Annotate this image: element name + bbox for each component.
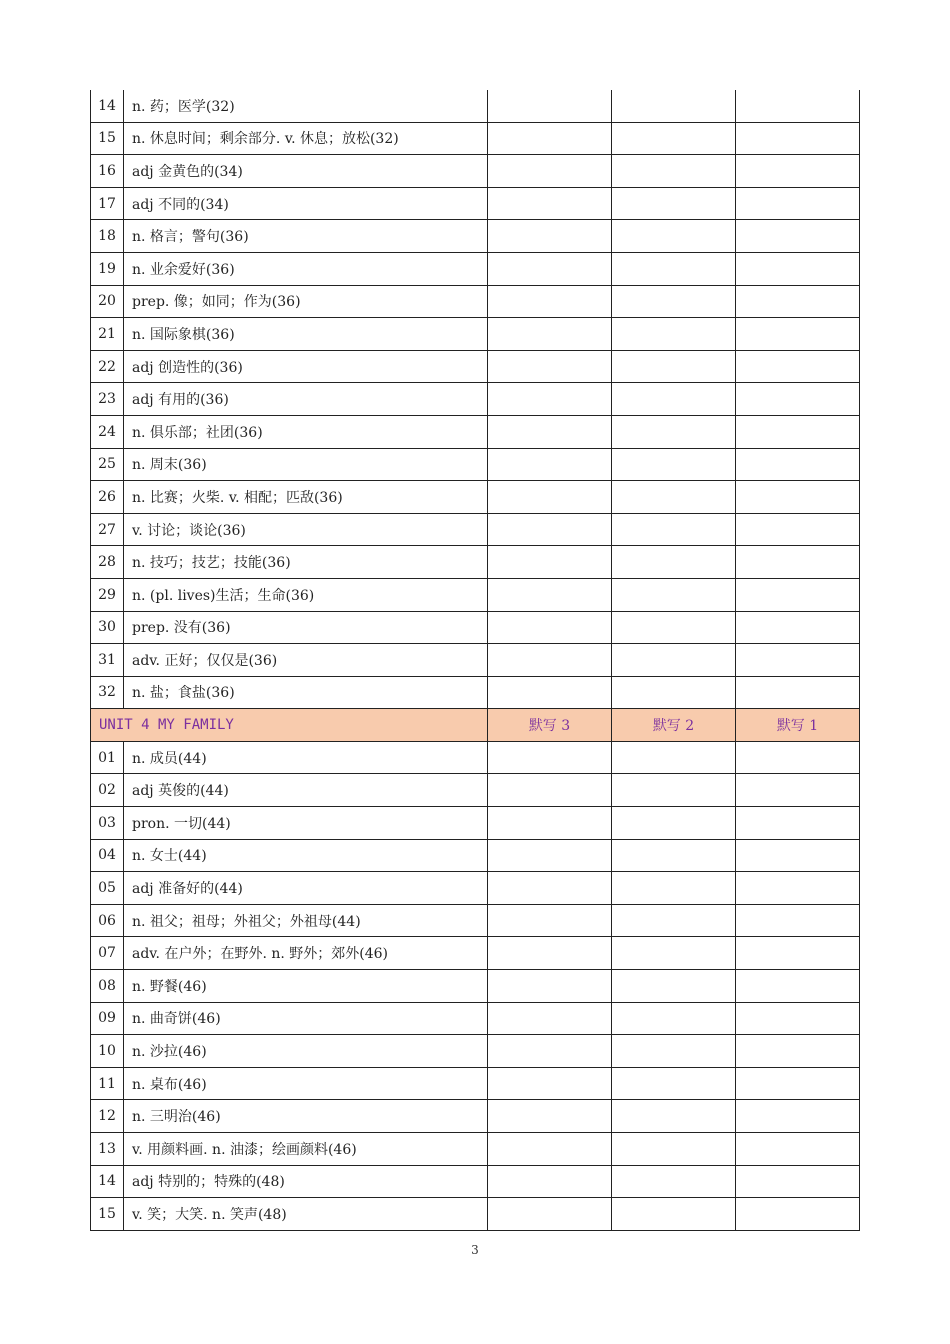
table-row [91,1035,860,1068]
vocabulary-definition: n. 女士(44) [124,839,488,872]
dictation-2-cell[interactable] [612,546,736,579]
table-row [91,155,860,188]
dictation-3-cell[interactable] [488,318,612,351]
dictation-3-cell[interactable] [488,448,612,481]
dictation-1-cell[interactable] [736,937,860,970]
dictation-2-cell[interactable] [612,350,736,383]
table-row [91,872,860,905]
row-number: 32 [91,676,124,709]
row-number: 30 [91,611,124,644]
table-row [91,285,860,318]
dictation-1-cell[interactable] [736,122,860,155]
table-row [91,839,860,872]
dictation-2-cell[interactable] [612,318,736,351]
table-row [91,644,860,677]
vocabulary-definition: n. 祖父；祖母；外祖父；外祖母(44) [124,904,488,937]
row-number: 07 [91,937,124,970]
vocabulary-definition: adj 英俊的(44) [124,774,488,807]
dictation-1-cell[interactable] [736,383,860,416]
dictation-1-cell[interactable] [736,448,860,481]
vocabulary-definition: n. (pl. lives)生活；生命(36) [124,578,488,611]
dictation-2-cell[interactable] [612,1035,736,1068]
dictation-2-cell[interactable] [612,155,736,188]
table-row [91,970,860,1003]
table-row [91,1165,860,1198]
dictation-3-cell[interactable] [488,1198,612,1231]
row-number: 06 [91,904,124,937]
dictation-3-cell[interactable] [488,415,612,448]
row-number: 13 [91,1133,124,1166]
dictation-1-cell[interactable] [736,318,860,351]
vocabulary-definition: n. 野餐(46) [124,970,488,1003]
row-number: 09 [91,1002,124,1035]
dictation-2-cell[interactable] [612,611,736,644]
table-row [91,448,860,481]
dictation-2-cell[interactable] [612,676,736,709]
dictation-1-cell[interactable] [736,252,860,285]
dictation-2-cell[interactable] [612,741,736,774]
table-row [91,611,860,644]
table-row [91,122,860,155]
vocabulary-definition: v. 笑；大笑. n. 笑声(48) [124,1198,488,1231]
dictation-3-cell[interactable] [488,644,612,677]
row-number: 21 [91,318,124,351]
row-number: 11 [91,1067,124,1100]
vocabulary-definition: n. 比赛；火柴. v. 相配；匹敌(36) [124,481,488,514]
table-row [91,1067,860,1100]
dictation-column-header: 默写 2 [612,709,736,742]
vocabulary-definition: adj 有用的(36) [124,383,488,416]
row-number: 14 [91,1165,124,1198]
row-number: 14 [91,90,124,122]
table-row [91,546,860,579]
dictation-1-cell[interactable] [736,415,860,448]
dictation-1-cell[interactable] [736,1198,860,1231]
dictation-2-cell[interactable] [612,1198,736,1231]
vocabulary-definition: n. 业余爱好(36) [124,252,488,285]
vocabulary-table [90,90,860,1231]
vocabulary-definition: adv. 在户外；在野外. n. 野外；郊外(46) [124,937,488,970]
dictation-2-cell[interactable] [612,481,736,514]
dictation-1-cell[interactable] [736,1165,860,1198]
dictation-1-cell[interactable] [736,220,860,253]
dictation-3-cell[interactable] [488,285,612,318]
dictation-3-cell[interactable] [488,937,612,970]
table-row [91,937,860,970]
dictation-1-cell[interactable] [736,285,860,318]
row-number: 17 [91,187,124,220]
dictation-1-cell[interactable] [736,1067,860,1100]
table-row [91,415,860,448]
vocabulary-definition: n. 成员(44) [124,741,488,774]
table-row [91,578,860,611]
dictation-1-cell[interactable] [736,350,860,383]
row-number: 31 [91,644,124,677]
dictation-2-cell[interactable] [612,187,736,220]
dictation-3-cell[interactable] [488,481,612,514]
row-number: 18 [91,220,124,253]
dictation-3-cell[interactable] [488,1002,612,1035]
dictation-3-cell[interactable] [488,676,612,709]
row-number: 05 [91,872,124,905]
row-number: 28 [91,546,124,579]
vocabulary-definition: v. 用颜料画. n. 油漆；绘画颜料(46) [124,1133,488,1166]
dictation-3-cell[interactable] [488,1133,612,1166]
dictation-1-cell[interactable] [736,1100,860,1133]
row-number: 29 [91,578,124,611]
dictation-2-cell[interactable] [612,904,736,937]
dictation-3-cell[interactable] [488,1165,612,1198]
dictation-2-cell[interactable] [612,513,736,546]
row-number: 23 [91,383,124,416]
dictation-3-cell[interactable] [488,741,612,774]
unit-header-row [91,709,860,742]
row-number: 10 [91,1035,124,1068]
dictation-2-cell[interactable] [612,970,736,1003]
dictation-1-cell[interactable] [736,481,860,514]
dictation-2-cell[interactable] [612,578,736,611]
table-row [91,1198,860,1231]
vocabulary-definition: pron. 一切(44) [124,807,488,840]
dictation-1-cell[interactable] [736,187,860,220]
row-number: 04 [91,839,124,872]
vocabulary-definition: adj 金黄色的(34) [124,155,488,188]
dictation-1-cell[interactable] [736,90,860,122]
dictation-3-cell[interactable] [488,872,612,905]
dictation-3-cell[interactable] [488,220,612,253]
vocabulary-definition: n. 药；医学(32) [124,90,488,122]
dictation-1-cell[interactable] [736,1133,860,1166]
vocabulary-definition: adj 特别的；特殊的(48) [124,1165,488,1198]
dictation-3-cell[interactable] [488,807,612,840]
vocabulary-definition: adv. 正好；仅仅是(36) [124,644,488,677]
dictation-1-cell[interactable] [736,1002,860,1035]
dictation-1-cell[interactable] [736,644,860,677]
row-number: 03 [91,807,124,840]
dictation-2-cell[interactable] [612,415,736,448]
row-number: 24 [91,415,124,448]
dictation-1-cell[interactable] [736,546,860,579]
dictation-2-cell[interactable] [612,872,736,905]
vocabulary-definition: prep. 没有(36) [124,611,488,644]
row-number: 15 [91,1198,124,1231]
row-number: 27 [91,513,124,546]
row-number: 25 [91,448,124,481]
dictation-1-cell[interactable] [736,807,860,840]
table-row [91,904,860,937]
vocabulary-definition: n. 格言；警句(36) [124,220,488,253]
dictation-2-cell[interactable] [612,1067,736,1100]
table-row [91,774,860,807]
vocabulary-definition: n. 休息时间；剩余部分. v. 休息；放松(32) [124,122,488,155]
vocabulary-definition: adj 不同的(34) [124,187,488,220]
dictation-2-cell[interactable] [612,839,736,872]
unit-title: UNIT 4 MY FAMILY [91,709,488,742]
dictation-2-cell[interactable] [612,285,736,318]
row-number: 22 [91,350,124,383]
table-row [91,676,860,709]
dictation-2-cell[interactable] [612,122,736,155]
dictation-1-cell[interactable] [736,676,860,709]
dictation-3-cell[interactable] [488,1100,612,1133]
dictation-1-cell[interactable] [736,774,860,807]
dictation-2-cell[interactable] [612,220,736,253]
page-number: 3 [471,1243,479,1257]
table-row [91,481,860,514]
table-row [91,741,860,774]
dictation-3-cell[interactable] [488,122,612,155]
dictation-3-cell[interactable] [488,1035,612,1068]
table-row [91,1133,860,1166]
vocabulary-definition: n. 技巧；技艺；技能(36) [124,546,488,579]
dictation-2-cell[interactable] [612,644,736,677]
table-row [91,90,860,122]
dictation-2-cell[interactable] [612,252,736,285]
dictation-2-cell[interactable] [612,383,736,416]
dictation-3-cell[interactable] [488,90,612,122]
table-row [91,1100,860,1133]
vocabulary-definition: v. 讨论；谈论(36) [124,513,488,546]
vocabulary-definition: prep. 像；如同；作为(36) [124,285,488,318]
row-number: 26 [91,481,124,514]
dictation-2-cell[interactable] [612,90,736,122]
dictation-2-cell[interactable] [612,1002,736,1035]
dictation-1-cell[interactable] [736,904,860,937]
vocabulary-definition: adj 创造性的(36) [124,350,488,383]
dictation-3-cell[interactable] [488,1067,612,1100]
table-row [91,187,860,220]
table-row [91,220,860,253]
dictation-2-cell[interactable] [612,807,736,840]
dictation-1-cell[interactable] [736,578,860,611]
dictation-2-cell[interactable] [612,1133,736,1166]
row-number: 02 [91,774,124,807]
dictation-3-cell[interactable] [488,252,612,285]
table-row [91,807,860,840]
vocabulary-definition: n. 周末(36) [124,448,488,481]
dictation-3-cell[interactable] [488,513,612,546]
dictation-3-cell[interactable] [488,546,612,579]
row-number: 19 [91,252,124,285]
dictation-3-cell[interactable] [488,578,612,611]
dictation-1-cell[interactable] [736,1035,860,1068]
dictation-3-cell[interactable] [488,611,612,644]
dictation-2-cell[interactable] [612,1100,736,1133]
dictation-3-cell[interactable] [488,774,612,807]
table-row [91,350,860,383]
vocabulary-definition: n. 沙拉(46) [124,1035,488,1068]
table-row [91,318,860,351]
row-number: 16 [91,155,124,188]
vocabulary-definition: n. 桌布(46) [124,1067,488,1100]
row-number: 12 [91,1100,124,1133]
dictation-3-cell[interactable] [488,187,612,220]
dictation-1-cell[interactable] [736,155,860,188]
dictation-3-cell[interactable] [488,350,612,383]
row-number: 20 [91,285,124,318]
dictation-1-cell[interactable] [736,513,860,546]
vocabulary-definition: n. 曲奇饼(46) [124,1002,488,1035]
dictation-1-cell[interactable] [736,611,860,644]
table-row [91,513,860,546]
dictation-3-cell[interactable] [488,839,612,872]
dictation-3-cell[interactable] [488,904,612,937]
table-row [91,383,860,416]
dictation-1-cell[interactable] [736,970,860,1003]
vocabulary-definition: n. 国际象棋(36) [124,318,488,351]
row-number: 08 [91,970,124,1003]
dictation-2-cell[interactable] [612,774,736,807]
row-number: 15 [91,122,124,155]
table-row [91,252,860,285]
dictation-column-header: 默写 3 [488,709,612,742]
vocabulary-definition: adj 准备好的(44) [124,872,488,905]
vocabulary-definition: n. 俱乐部；社团(36) [124,415,488,448]
table-row [91,1002,860,1035]
dictation-2-cell[interactable] [612,448,736,481]
row-number: 01 [91,741,124,774]
vocabulary-definition: n. 盐；食盐(36) [124,676,488,709]
dictation-2-cell[interactable] [612,937,736,970]
dictation-1-cell[interactable] [736,872,860,905]
dictation-1-cell[interactable] [736,839,860,872]
dictation-3-cell[interactable] [488,970,612,1003]
dictation-3-cell[interactable] [488,155,612,188]
vocabulary-definition: n. 三明治(46) [124,1100,488,1133]
dictation-2-cell[interactable] [612,1165,736,1198]
dictation-3-cell[interactable] [488,383,612,416]
dictation-column-header: 默写 1 [736,709,860,742]
dictation-1-cell[interactable] [736,741,860,774]
